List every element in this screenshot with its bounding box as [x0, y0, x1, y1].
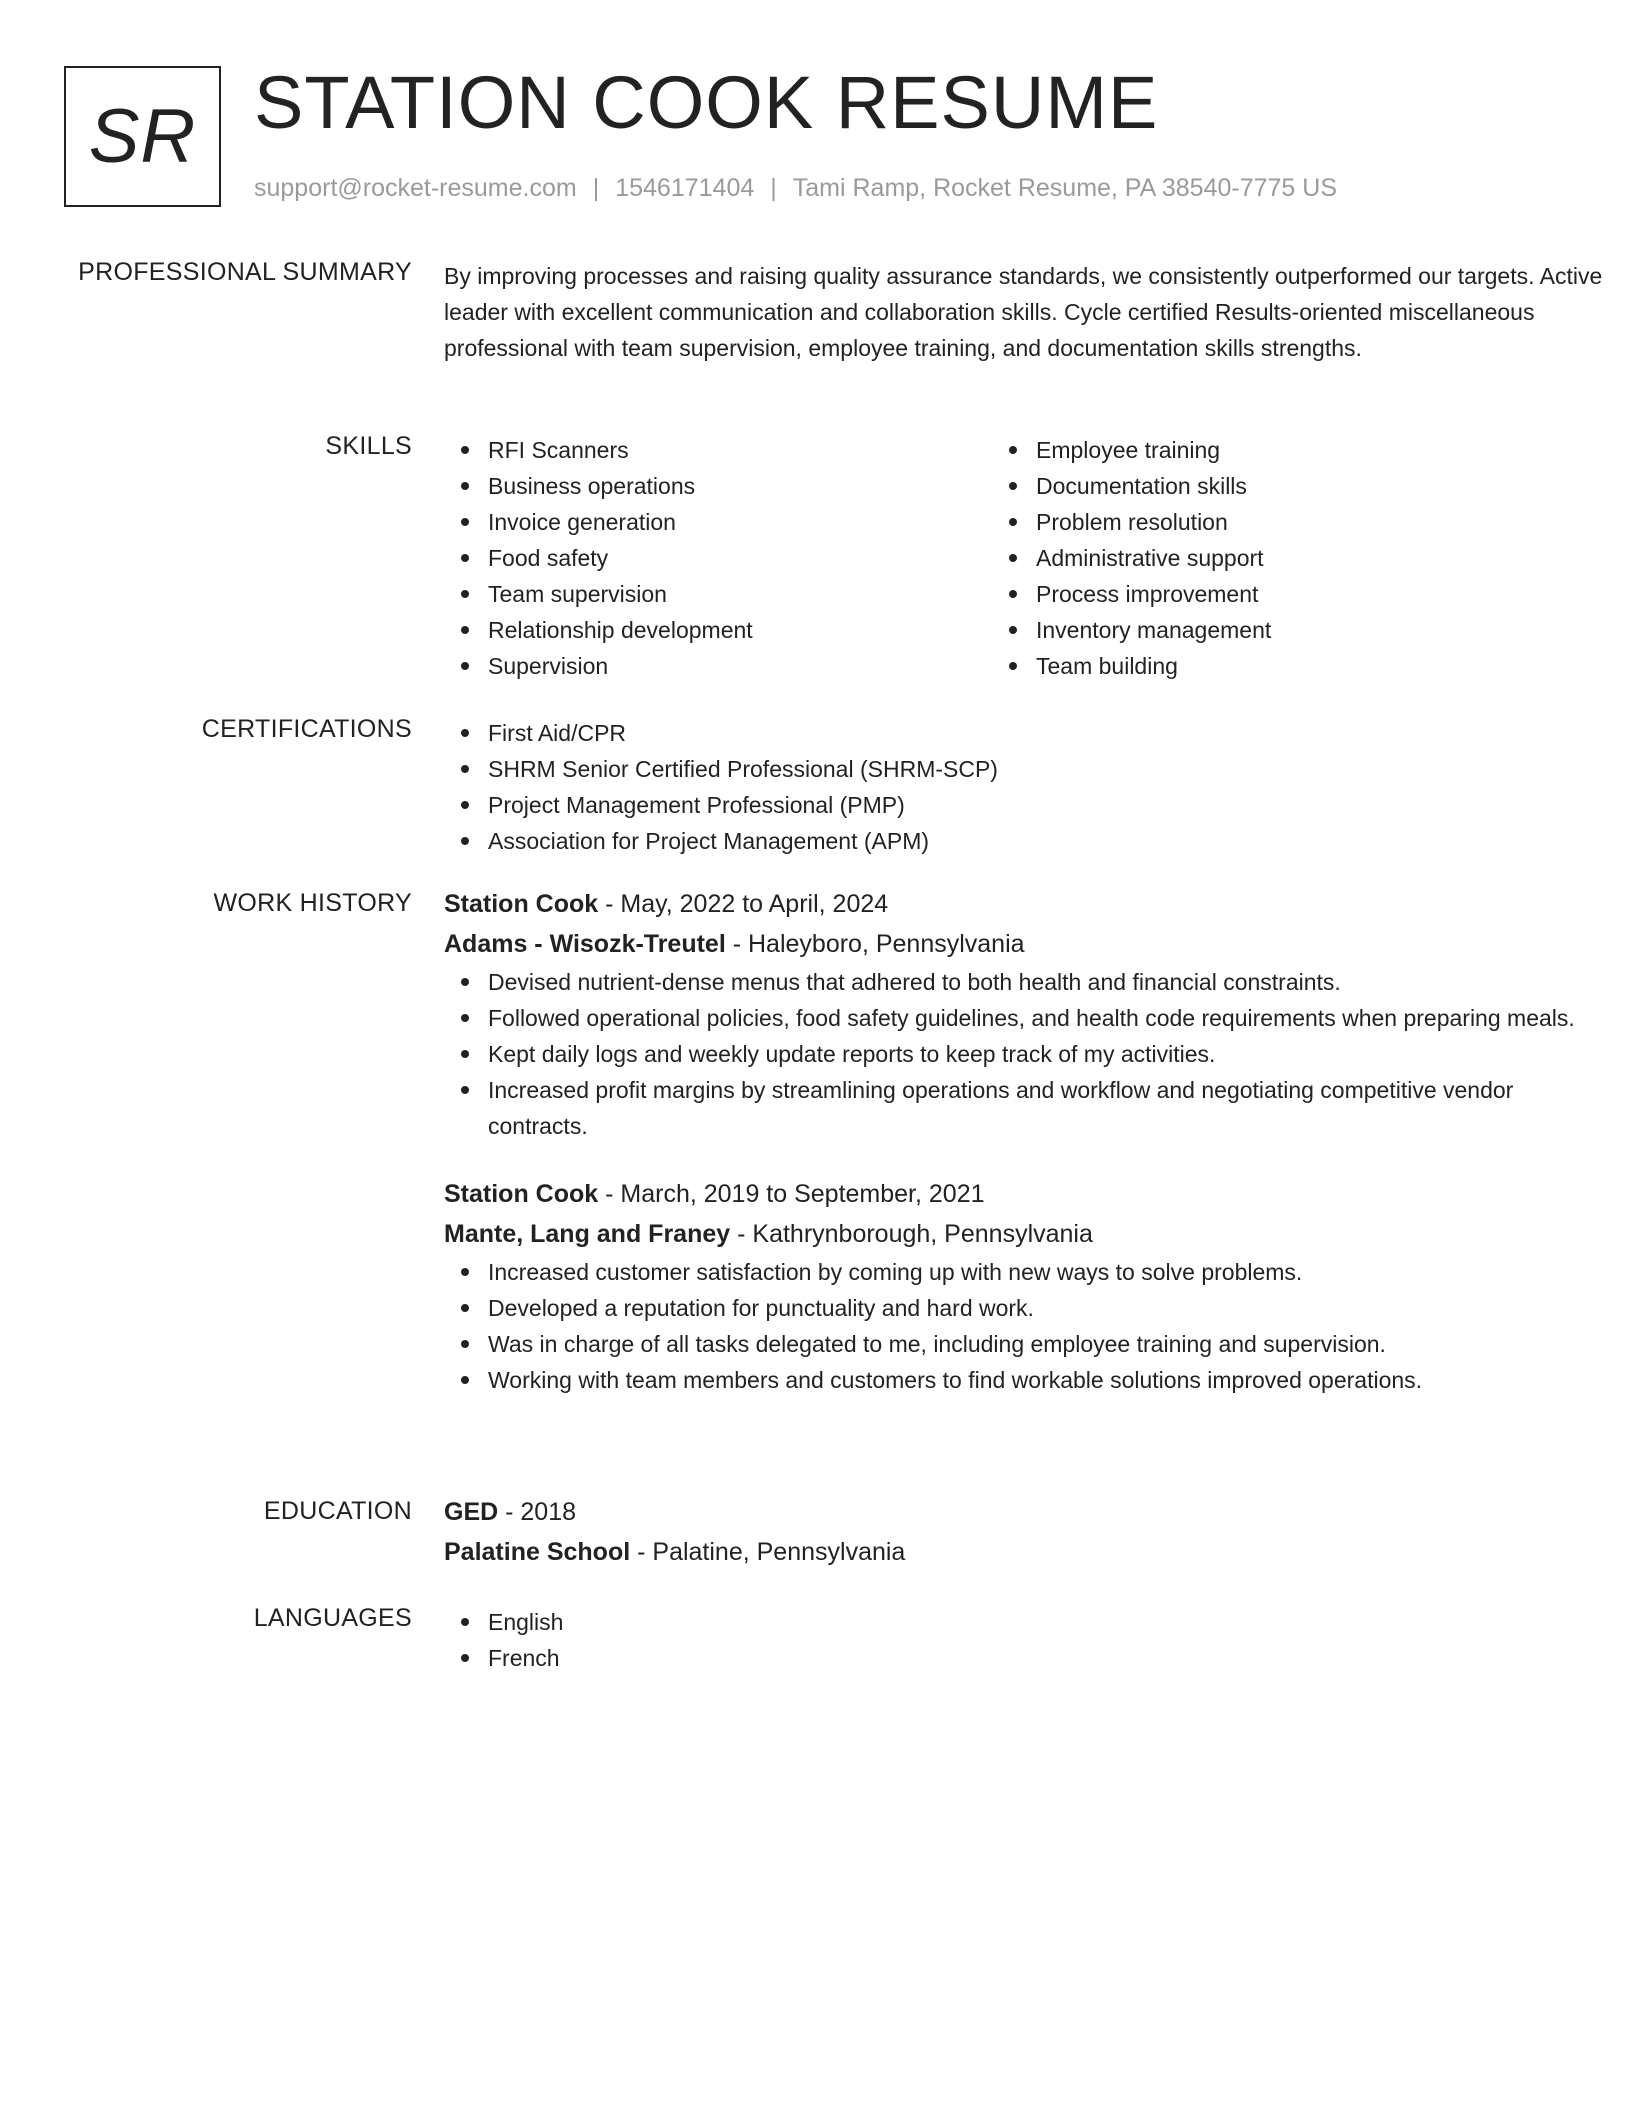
- summary-text: By improving processes and raising quality assurance standards, we consistently outperformed our targets. Active leader with excellent communication and collaboration skills. Cycle certified Results-oriented miscellaneous professional with team supervision, employee training, and documentation skills strengths.: [444, 263, 1603, 361]
- list-item: French: [488, 1640, 1614, 1676]
- certifications-list: [444, 715, 1614, 859]
- job-title: Station Cook: [444, 1180, 599, 1208]
- certifications-body: [444, 715, 1614, 859]
- job-title: Station Cook: [444, 890, 599, 918]
- list-item: Team supervision: [488, 576, 992, 612]
- list-item: SHRM Senior Certified Professional (SHRM-SCP): [488, 751, 1614, 787]
- job-dates: - March, 2019 to September, 2021: [598, 1180, 985, 1208]
- list-item: Devised nutrient-dense menus that adhered to both health and financial constraints.: [488, 964, 1614, 1000]
- education-degree: GED: [444, 1498, 499, 1526]
- list-item: Food safety: [488, 540, 992, 576]
- skills-list-right: [992, 432, 1540, 684]
- contact-email[interactable]: support@rocket-resume.com: [254, 174, 577, 202]
- list-item: Kept daily logs and weekly update reports to keep track of my activities.: [488, 1036, 1614, 1072]
- section-label-languages: LANGUAGES: [253, 1604, 412, 1632]
- skills-column-left: [444, 432, 992, 684]
- section-label-certifications: CERTIFICATIONS: [201, 715, 412, 743]
- section-label-skills: SKILLS: [325, 432, 412, 460]
- section-label-work-history: WORK HISTORY: [213, 889, 412, 917]
- list-item: Supervision: [488, 648, 992, 684]
- list-item: RFI Scanners: [488, 432, 992, 468]
- list-item: Administrative support: [1036, 540, 1540, 576]
- resume-header: [64, 61, 1564, 210]
- job-company: Mante, Lang and Franey: [444, 1220, 731, 1248]
- list-item: Project Management Professional (PMP): [488, 787, 1614, 823]
- list-item: Followed operational policies, food safety guidelines, and health code requirements when preparing meals.: [488, 1000, 1614, 1036]
- job-duties-list: [444, 1254, 1614, 1398]
- page-title: STATION COOK RESUME: [254, 61, 1159, 144]
- education-school: Palatine School: [444, 1538, 631, 1566]
- list-item: Process improvement: [1036, 576, 1540, 612]
- job-title-line: [444, 1174, 1614, 1214]
- list-item: Documentation skills: [1036, 468, 1540, 504]
- list-item: Invoice generation: [488, 504, 992, 540]
- job-entry: [444, 884, 1614, 1144]
- section-label-summary: PROFESSIONAL SUMMARY: [78, 258, 412, 286]
- job-dates: - May, 2022 to April, 2024: [598, 890, 889, 918]
- list-item: Business operations: [488, 468, 992, 504]
- list-item: First Aid/CPR: [488, 715, 1614, 751]
- list-item: Employee training: [1036, 432, 1540, 468]
- job-company-line: [444, 1214, 1614, 1254]
- list-item: Association for Project Management (APM): [488, 823, 1614, 859]
- job-company: Adams - Wisozk-Treutel: [444, 930, 726, 958]
- contact-separator: |: [770, 174, 777, 202]
- list-item: Problem resolution: [1036, 504, 1540, 540]
- job-location: - Haleyboro, Pennsylvania: [725, 930, 1025, 958]
- education-degree-line: [444, 1492, 1614, 1532]
- work-history-body: [444, 884, 1614, 1398]
- list-item: Working with team members and customers to find workable solutions improved operations.: [488, 1362, 1614, 1398]
- list-item: Increased customer satisfaction by coming up with new ways to solve problems.: [488, 1254, 1614, 1290]
- education-year: - 2018: [498, 1498, 577, 1526]
- skills-columns: [444, 432, 1614, 684]
- skills-list-left: [444, 432, 992, 684]
- job-company-line: [444, 924, 1614, 964]
- contact-separator: |: [592, 174, 600, 202]
- job-title-line: [444, 884, 1614, 924]
- list-item: English: [488, 1604, 1614, 1640]
- education-body: [444, 1492, 1614, 1572]
- skills-column-right: [992, 432, 1540, 684]
- summary-body: [444, 258, 1614, 366]
- list-item: Inventory management: [1036, 612, 1540, 648]
- job-duties-list: [444, 964, 1614, 1144]
- job-location: - Kathrynborough, Pennsylvania: [730, 1220, 1093, 1248]
- contact-line: [254, 174, 1337, 203]
- list-item: Developed a reputation for punctuality and hard work.: [488, 1290, 1614, 1326]
- list-item: Team building: [1036, 648, 1540, 684]
- job-entry: [444, 1174, 1614, 1398]
- languages-list: [444, 1604, 1614, 1676]
- contact-address: Tami Ramp, Rocket Resume, PA 38540-7775 US: [792, 174, 1338, 202]
- skills-body: [444, 432, 1614, 684]
- monogram-logo: SR: [64, 66, 221, 207]
- education-school-line: [444, 1532, 1614, 1572]
- contact-phone[interactable]: 1546171404: [615, 174, 755, 202]
- list-item: Was in charge of all tasks delegated to me, including employee training and supervision.: [488, 1326, 1614, 1362]
- list-item: Relationship development: [488, 612, 992, 648]
- section-label-education: EDUCATION: [263, 1497, 412, 1525]
- list-item: Increased profit margins by streamlining operations and workflow and negotiating competitive vendor contracts.: [488, 1072, 1614, 1144]
- languages-body: [444, 1604, 1614, 1676]
- education-location: - Palatine, Pennsylvania: [630, 1538, 906, 1566]
